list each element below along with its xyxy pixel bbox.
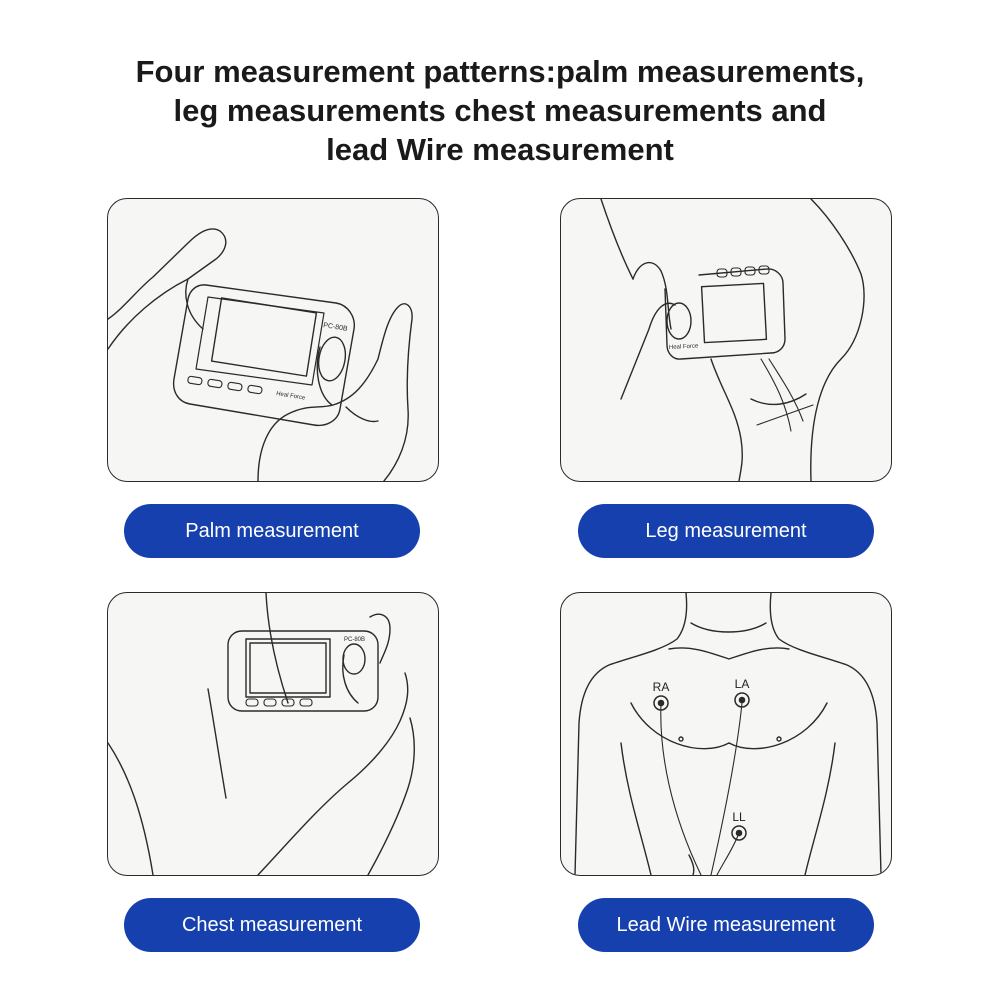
device-body (174, 285, 355, 426)
title-line-3: lead Wire measurement (326, 132, 674, 167)
leg-measurement-label: Leg measurement (645, 520, 807, 542)
chest-measurement-button[interactable] (124, 898, 420, 952)
device-brand-text: Heal Force (668, 343, 699, 351)
electrode-ll (732, 826, 746, 840)
device-model-text: PC-80B (344, 637, 366, 643)
lead-wire-measurement-label: Lead Wire measurement (616, 914, 836, 936)
title-line-2: leg measurements chest measurements and (173, 93, 827, 128)
lead-label-ll: LL (732, 810, 746, 824)
page-title (40, 52, 960, 169)
palm-measurement-button[interactable] (124, 504, 420, 558)
device-brand-text: Heal Force (275, 391, 306, 402)
lead-wire-measurement-button[interactable] (578, 898, 874, 952)
chest-measurement-illustration (107, 592, 439, 876)
palm-measurement-illustration (107, 198, 439, 482)
device-model-text: PC-80B (322, 322, 348, 333)
leg-measurement-illustration (560, 198, 892, 482)
chest-measurement-label: Chest measurement (181, 914, 363, 936)
leg-measurement-button[interactable] (578, 504, 874, 558)
lead-label-la: LA (734, 677, 750, 691)
title-line-1: Four measurement patterns:palm measurements, (135, 54, 865, 89)
palm-measurement-label: Palm measurement (185, 520, 359, 542)
lead-wire-measurement-illustration (560, 592, 892, 876)
lead-label-ra: RA (652, 680, 670, 694)
